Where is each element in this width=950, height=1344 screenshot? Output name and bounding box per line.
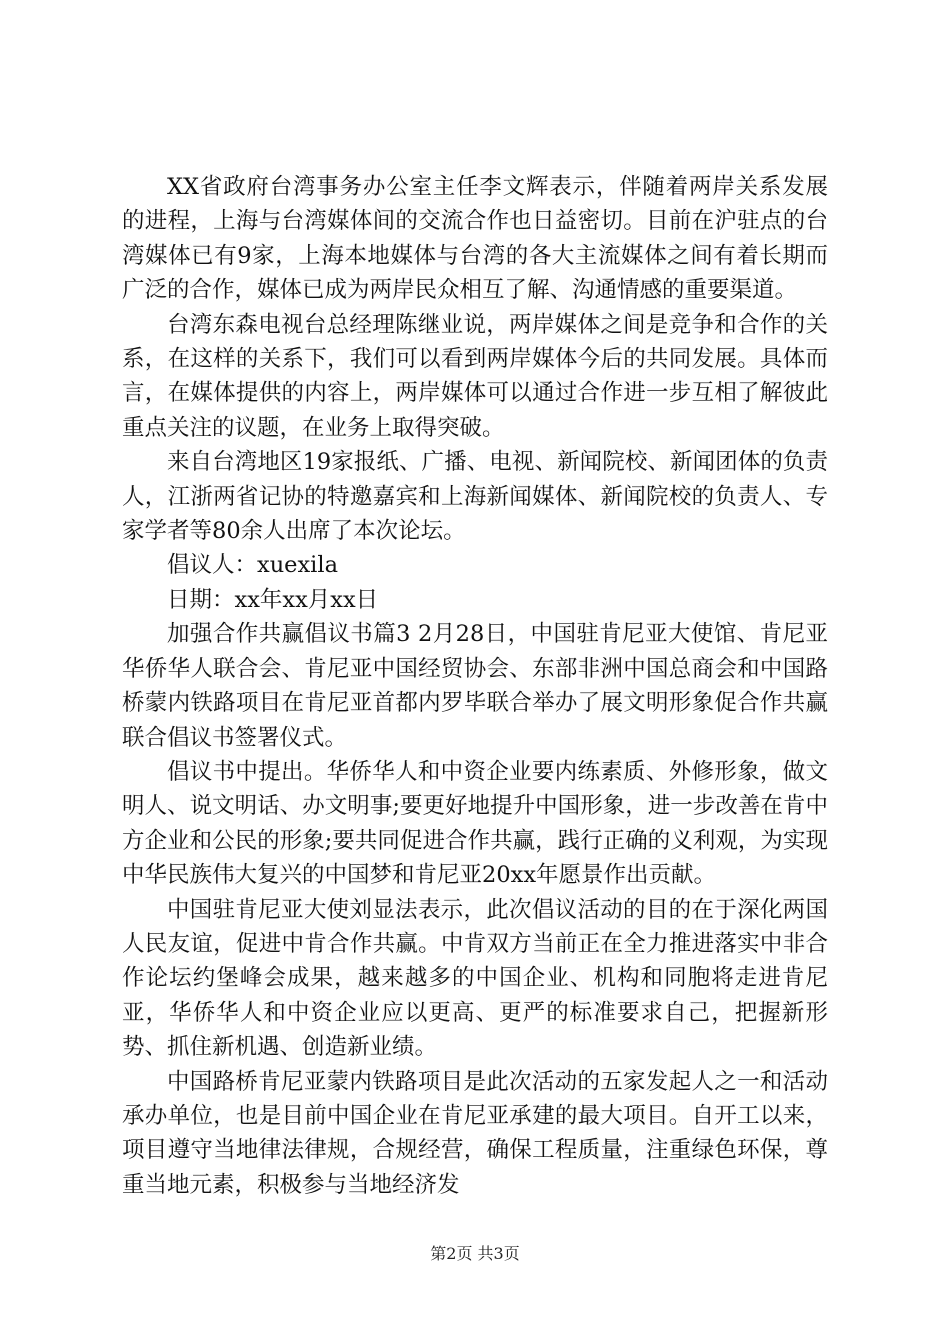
paragraph: 中国驻肯尼亚大使刘显法表示，此次倡议活动的目的在于深化两国人民友谊，促进中肯合作共赢。中肯双方当前正在全力推进落实中非合作论坛约堡峰会成果，越来越多的中国企业、机构和同胞将走进肯尼亚，华侨华人和中资企业应以更高、更严的标准要求自己，把握新形势、抓住新机遇、创造新业绩。 (122, 896, 828, 1061)
paragraph: 加强合作共赢倡议书篇3 2月28日，中国驻肯尼亚大使馆、肯尼亚华侨华人联合会、肯尼亚中国经贸协会、东部非洲中国总商会和中国路桥蒙内铁路项目在肯尼亚首都内罗毕联合举办了展文明形象促合作共赢联合倡议书签署仪式。 (122, 621, 828, 751)
page-footer: 第2页 共3页 (430, 1244, 520, 1263)
paragraph: 倡议书中提出。华侨华人和中资企业要内练素质、外修形象，做文明人、说文明话、办文明事;要更好地提升中国形象，进一步改善在肯中方企业和公民的形象;要共同促进合作共赢，践行正确的义利观，为实现中华民族伟大复兴的中国梦和肯尼亚20xx年愿景作出贡献。 (122, 758, 828, 889)
paragraph: 来自台湾地区19家报纸、广播、电视、新闻院校、新闻团体的负责人，江浙两省记协的特邀嘉宾和上海新闻媒体、新闻院校的负责人、专家学者等80余人出席了本次论坛。 (122, 449, 828, 545)
proposer-line: 倡议人：xuexila (167, 552, 338, 579)
document-body (122, 170, 828, 1202)
paragraph: 台湾东森电视台总经理陈继业说，两岸媒体之间是竞争和合作的关系，在这样的关系下，我们可以看到两岸媒体今后的共同发展。具体而言，在媒体提供的内容上，两岸媒体可以通过合作进一步互相了解彼此重点关注的议题，在业务上取得突破。 (122, 311, 828, 441)
date-line: 日期：xx年xx月xx日 (167, 586, 379, 613)
paragraph: 中国路桥肯尼亚蒙内铁路项目是此次活动的五家发起人之一和活动承办单位，也是目前中国企业在肯尼亚承建的最大项目。自开工以来，项目遵守当地律法律规，合规经营，确保工程质量，注重绿色环保，尊重当地元素，积极参与当地经济发 (122, 1068, 828, 1198)
paragraph: XX省政府台湾事务办公室主任李文辉表示，伴随着两岸关系发展的进程，上海与台湾媒体间的交流合作也日益密切。目前在沪驻点的台湾媒体已有9家，上海本地媒体与台湾的各大主流媒体之间有着长期而广泛的合作，媒体已成为两岸民众相互了解、沟通情感的重要渠道。 (122, 174, 828, 304)
